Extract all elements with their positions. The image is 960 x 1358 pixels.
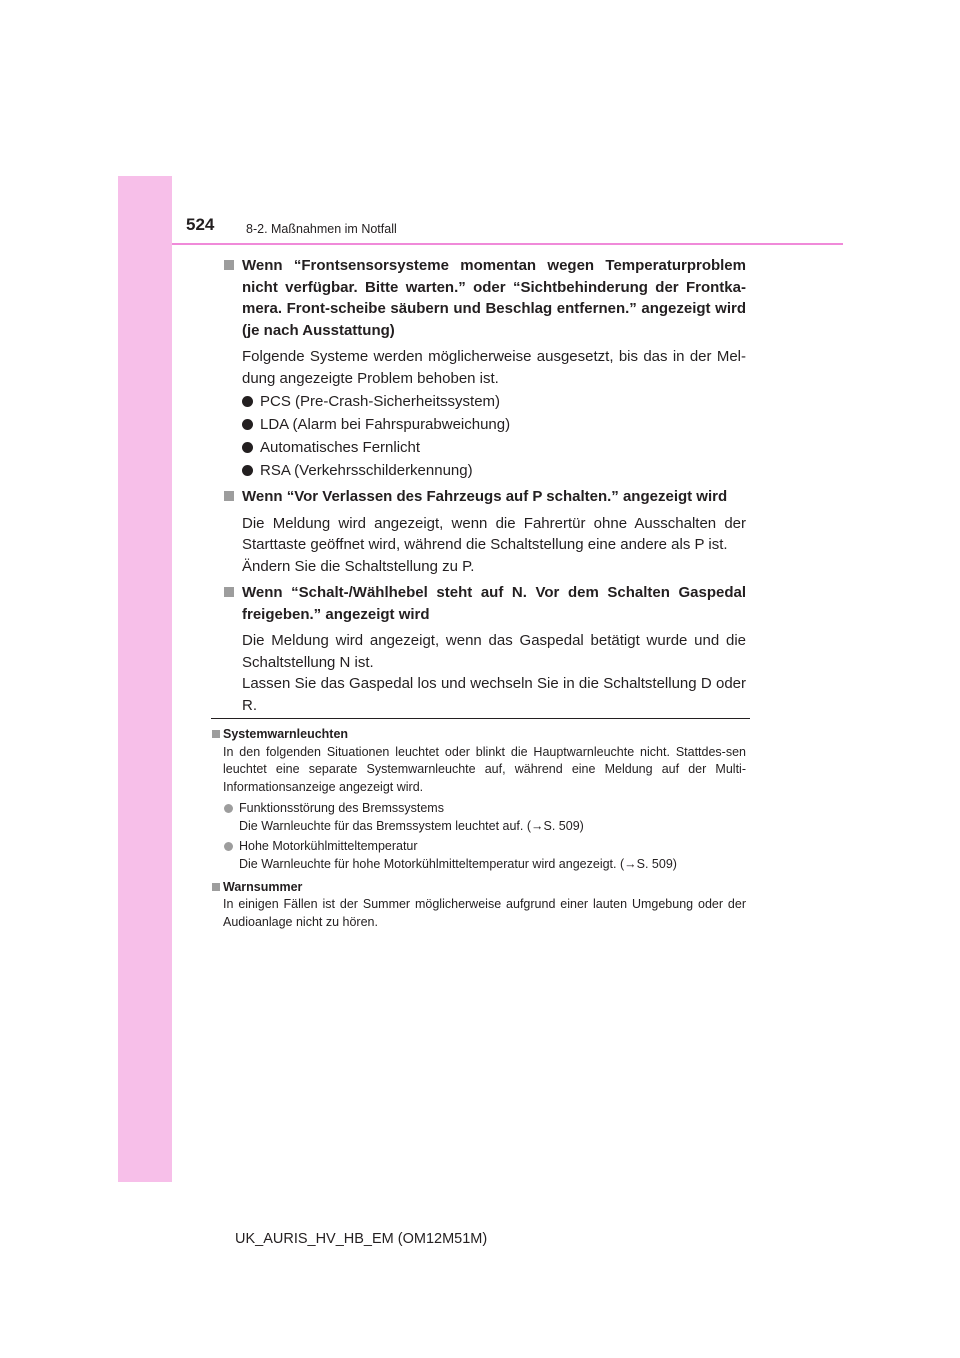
round-bullet-icon <box>242 396 253 407</box>
section-heading <box>222 255 746 341</box>
paragraph-line: Lassen Sie das Gaspedal los und wechseln Sie in die Schaltstellung D oder R. <box>242 675 746 714</box>
round-bullet-icon <box>224 804 233 813</box>
note-item-title: Hohe Motorkühlmitteltemperatur <box>239 839 418 854</box>
square-bullet-icon <box>212 883 220 891</box>
list-item-text: Automatisches Fernlicht <box>260 438 421 456</box>
main-content <box>222 255 746 716</box>
square-bullet-icon <box>224 587 234 597</box>
round-bullet-icon <box>242 465 253 476</box>
round-bullet-icon <box>242 442 253 453</box>
note-list-item <box>211 800 746 835</box>
notes-section <box>211 726 746 932</box>
heading-text: Wenn “Vor Verlassen des Fahrzeugs auf P schalten.” angezeigt wird <box>242 488 728 505</box>
square-bullet-icon <box>224 491 234 501</box>
paragraph-line: Die Meldung wird angezeigt, wenn das Gaspedal betätigt wurde und die Schaltstellung N ist. <box>242 632 746 671</box>
note-item-text: Die Warnleuchte für das Bremssystem leuchtet auf. (→S. 509) <box>239 818 584 833</box>
list-item-text: RSA (Verkehrsschilderkennung) <box>260 461 473 479</box>
paragraph-line: Die Meldung wird angezeigt, wenn die Fahrertür ohne Ausschalten der Starttaste geöffnet wird, während die Schaltstellung eine andere als P ist. <box>242 514 746 553</box>
note-heading <box>211 879 746 897</box>
side-tab-band <box>118 176 172 1182</box>
header-rule <box>172 243 843 245</box>
note-heading-text: Warnsummer <box>223 879 303 894</box>
page-number: 524 <box>186 215 215 234</box>
note-paragraph: In einigen Fällen ist der Summer möglicherweise aufgrund einer lauten Umgebung oder der Audioanlage nicht zu hören. <box>223 897 746 930</box>
list-item <box>222 437 746 459</box>
paragraph <box>222 630 746 716</box>
paragraph <box>222 513 746 578</box>
heading-text: Wenn “Frontsensorsysteme momentan wegen Temperaturproblem nicht verfügbar. Bitte warten.” oder “Sichtbehinderung der Frontka-mera. Front-scheibe säubern und Beschlag entfernen.” angezeigt wird (je nach Ausstattung) <box>242 257 746 339</box>
paragraph-line: Ändern Sie die Schaltstellung zu P. <box>242 557 475 575</box>
list-item <box>222 460 746 482</box>
list-item <box>222 391 746 413</box>
section-title: 8-2. Maßnahmen im Notfall <box>246 222 397 236</box>
note-heading <box>211 726 746 744</box>
note-list-item <box>211 838 746 873</box>
list-item-text: PCS (Pre-Crash-Sicherheitssystem) <box>260 392 501 410</box>
list-item-text: LDA (Alarm bei Fahrspurabweichung) <box>260 415 511 433</box>
list-item <box>222 414 746 436</box>
section-heading <box>222 582 746 625</box>
paragraph: Folgende Systeme werden möglicherweise ausgesetzt, bis das in der Mel-dung angezeigte Problem behoben ist. <box>242 348 746 387</box>
note-item-text: Die Warnleuchte für hohe Motorkühlmitteltemperatur wird angezeigt. (→S. 509) <box>239 856 677 871</box>
note-paragraph: In den folgenden Situationen leuchtet oder blinkt die Hauptwarnleuchte nicht. Stattdes-sen leuchtet eine separate Systemwarnleuchte auf, während eine Meldung auf der Multi-Informationsanzeige angezeigt wird. <box>223 744 746 795</box>
square-bullet-icon <box>224 260 234 270</box>
heading-text: Wenn “Schalt-/Wählhebel steht auf N. Vor dem Schalten Gaspedal freigeben.” angezeigt wird <box>242 584 746 623</box>
round-bullet-icon <box>224 842 233 851</box>
note-item-title: Funktionsstörung des Bremssystems <box>239 800 444 815</box>
square-bullet-icon <box>212 730 220 738</box>
notes-divider <box>211 718 750 719</box>
footer-document-code: UK_AURIS_HV_HB_EM (OM12M51M) <box>235 1231 488 1247</box>
note-heading-text: Systemwarnleuchten <box>223 727 349 741</box>
section-heading <box>222 486 746 508</box>
round-bullet-icon <box>242 419 253 430</box>
